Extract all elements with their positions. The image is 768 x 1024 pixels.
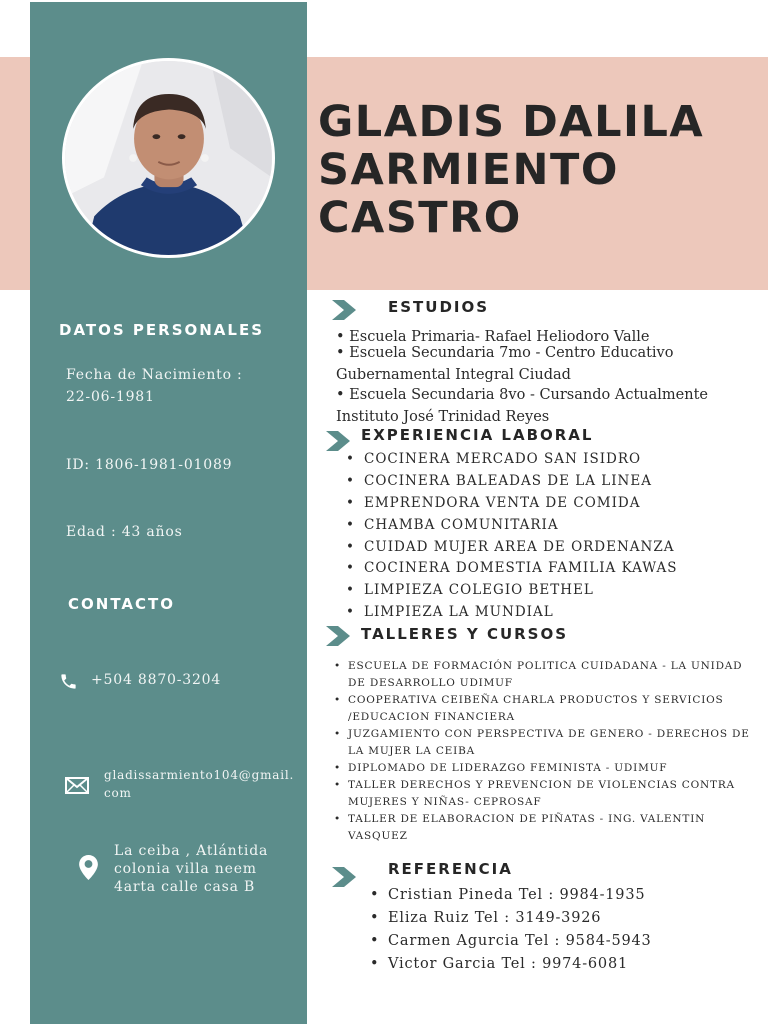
list-item: • COCINERA DOMESTIA FAMILIA KAWAS: [346, 560, 678, 582]
experience-heading: EXPERIENCIA LABORAL: [361, 426, 594, 444]
birth-date: [66, 364, 243, 408]
chevron-right-icon: [332, 867, 358, 887]
education-list: [336, 327, 756, 427]
birth-date-label: Fecha de Nacimiento :: [66, 367, 243, 383]
list-item: • EMPRENDORA VENTA DE COMIDA: [346, 495, 678, 517]
education-line: Instituto José Trinidad Reyes: [336, 409, 550, 425]
email-line-2: com: [104, 786, 132, 800]
list-item: • LIMPIEZA COLEGIO BETHEL: [346, 582, 678, 604]
experience-list: [346, 451, 678, 626]
list-item: • Carmen Agurcia Tel : 9584-5943: [370, 933, 652, 956]
list-item: • COCINERA BALEADAS DE LA LINEA: [346, 473, 678, 495]
age: Edad : 43 años: [66, 524, 183, 540]
list-item: • TALLER DE ELABORACION DE PIÑATAS - ING. VALENTIN VASQUEZ: [334, 811, 754, 845]
education-line: • Escuela Secundaria 7mo - Centro Educativo: [336, 345, 674, 361]
list-item: • LIMPIEZA LA MUNDIAL: [346, 604, 678, 626]
list-item: • CHAMBA COMUNITARIA: [346, 517, 678, 539]
envelope-icon: [65, 777, 89, 794]
list-item: • Victor Garcia Tel : 9974-6081: [370, 956, 652, 979]
education-line: • Escuela Primaria- Rafael Heliodoro Valle: [336, 329, 650, 345]
references-list: [370, 887, 652, 979]
email-address[interactable]: [104, 766, 294, 802]
location-pin-icon: [79, 855, 98, 880]
personal-data-heading: DATOS PERSONALES: [59, 321, 265, 339]
workshops-list: [334, 658, 754, 845]
list-item: • Cristian Pineda Tel : 9984-1935: [370, 887, 652, 910]
contact-heading: CONTACTO: [68, 595, 175, 613]
address-line-1: La ceiba , Atlántida: [114, 843, 269, 859]
list-item: • COCINERA MERCADO SAN ISIDRO: [346, 451, 678, 473]
list-item: • CUIDAD MUJER AREA DE ORDENANZA: [346, 539, 678, 561]
address-line-3: 4arta calle casa B: [114, 879, 256, 895]
chevron-right-icon: [332, 300, 358, 320]
name-line-2: SARMIENTO: [318, 145, 619, 195]
profile-photo: [62, 58, 275, 258]
name-line-1: GLADIS DALILA: [318, 97, 705, 147]
education-line: • Escuela Secundaria 8vo - Cursando Actualmente: [336, 387, 708, 403]
address-line-2: colonia villa neem: [114, 861, 257, 877]
full-name: [318, 98, 704, 242]
education-line: Gubernamental Integral Ciudad: [336, 367, 571, 383]
list-item: • Eliza Ruiz Tel : 3149-3926: [370, 910, 652, 933]
list-item: • TALLER DERECHOS Y PREVENCION DE VIOLENCIAS CONTRA MUJERES Y NIÑAS- CEPROSAF: [334, 777, 754, 811]
education-heading: ESTUDIOS: [388, 298, 490, 316]
list-item: • ESCUELA DE FORMACIÓN POLITICA CUIDADANA - LA UNIDAD DE DESARROLLO UDIMUF: [334, 658, 754, 692]
chevron-right-icon: [326, 626, 352, 646]
workshops-heading: TALLERES Y CURSOS: [361, 625, 569, 643]
chevron-right-icon: [326, 431, 352, 451]
references-heading: REFERENCIA: [388, 860, 513, 878]
list-item: • DIPLOMADO DE LIDERAZGO FEMINISTA - UDIMUF: [334, 760, 754, 777]
list-item: • COOPERATIVA CEIBEÑA CHARLA PRODUCTOS Y SERVICIOS /EDUCACION FINANCIERA: [334, 692, 754, 726]
email-line-1: gladissarmiento104@gmail.: [104, 768, 295, 782]
address: [114, 842, 268, 896]
profile-photo-illustration: [65, 61, 272, 255]
phone-number[interactable]: +504 8870-3204: [91, 672, 222, 688]
phone-icon: [59, 672, 78, 691]
name-line-3: CASTRO: [318, 193, 522, 243]
list-item: • JUZGAMIENTO CON PERSPECTIVA DE GENERO - DERECHOS DE LA MUJER LA CEIBA: [334, 726, 754, 760]
birth-date-value: 22-06-1981: [66, 389, 155, 405]
id-number: ID: 1806-1981-01089: [66, 457, 233, 473]
